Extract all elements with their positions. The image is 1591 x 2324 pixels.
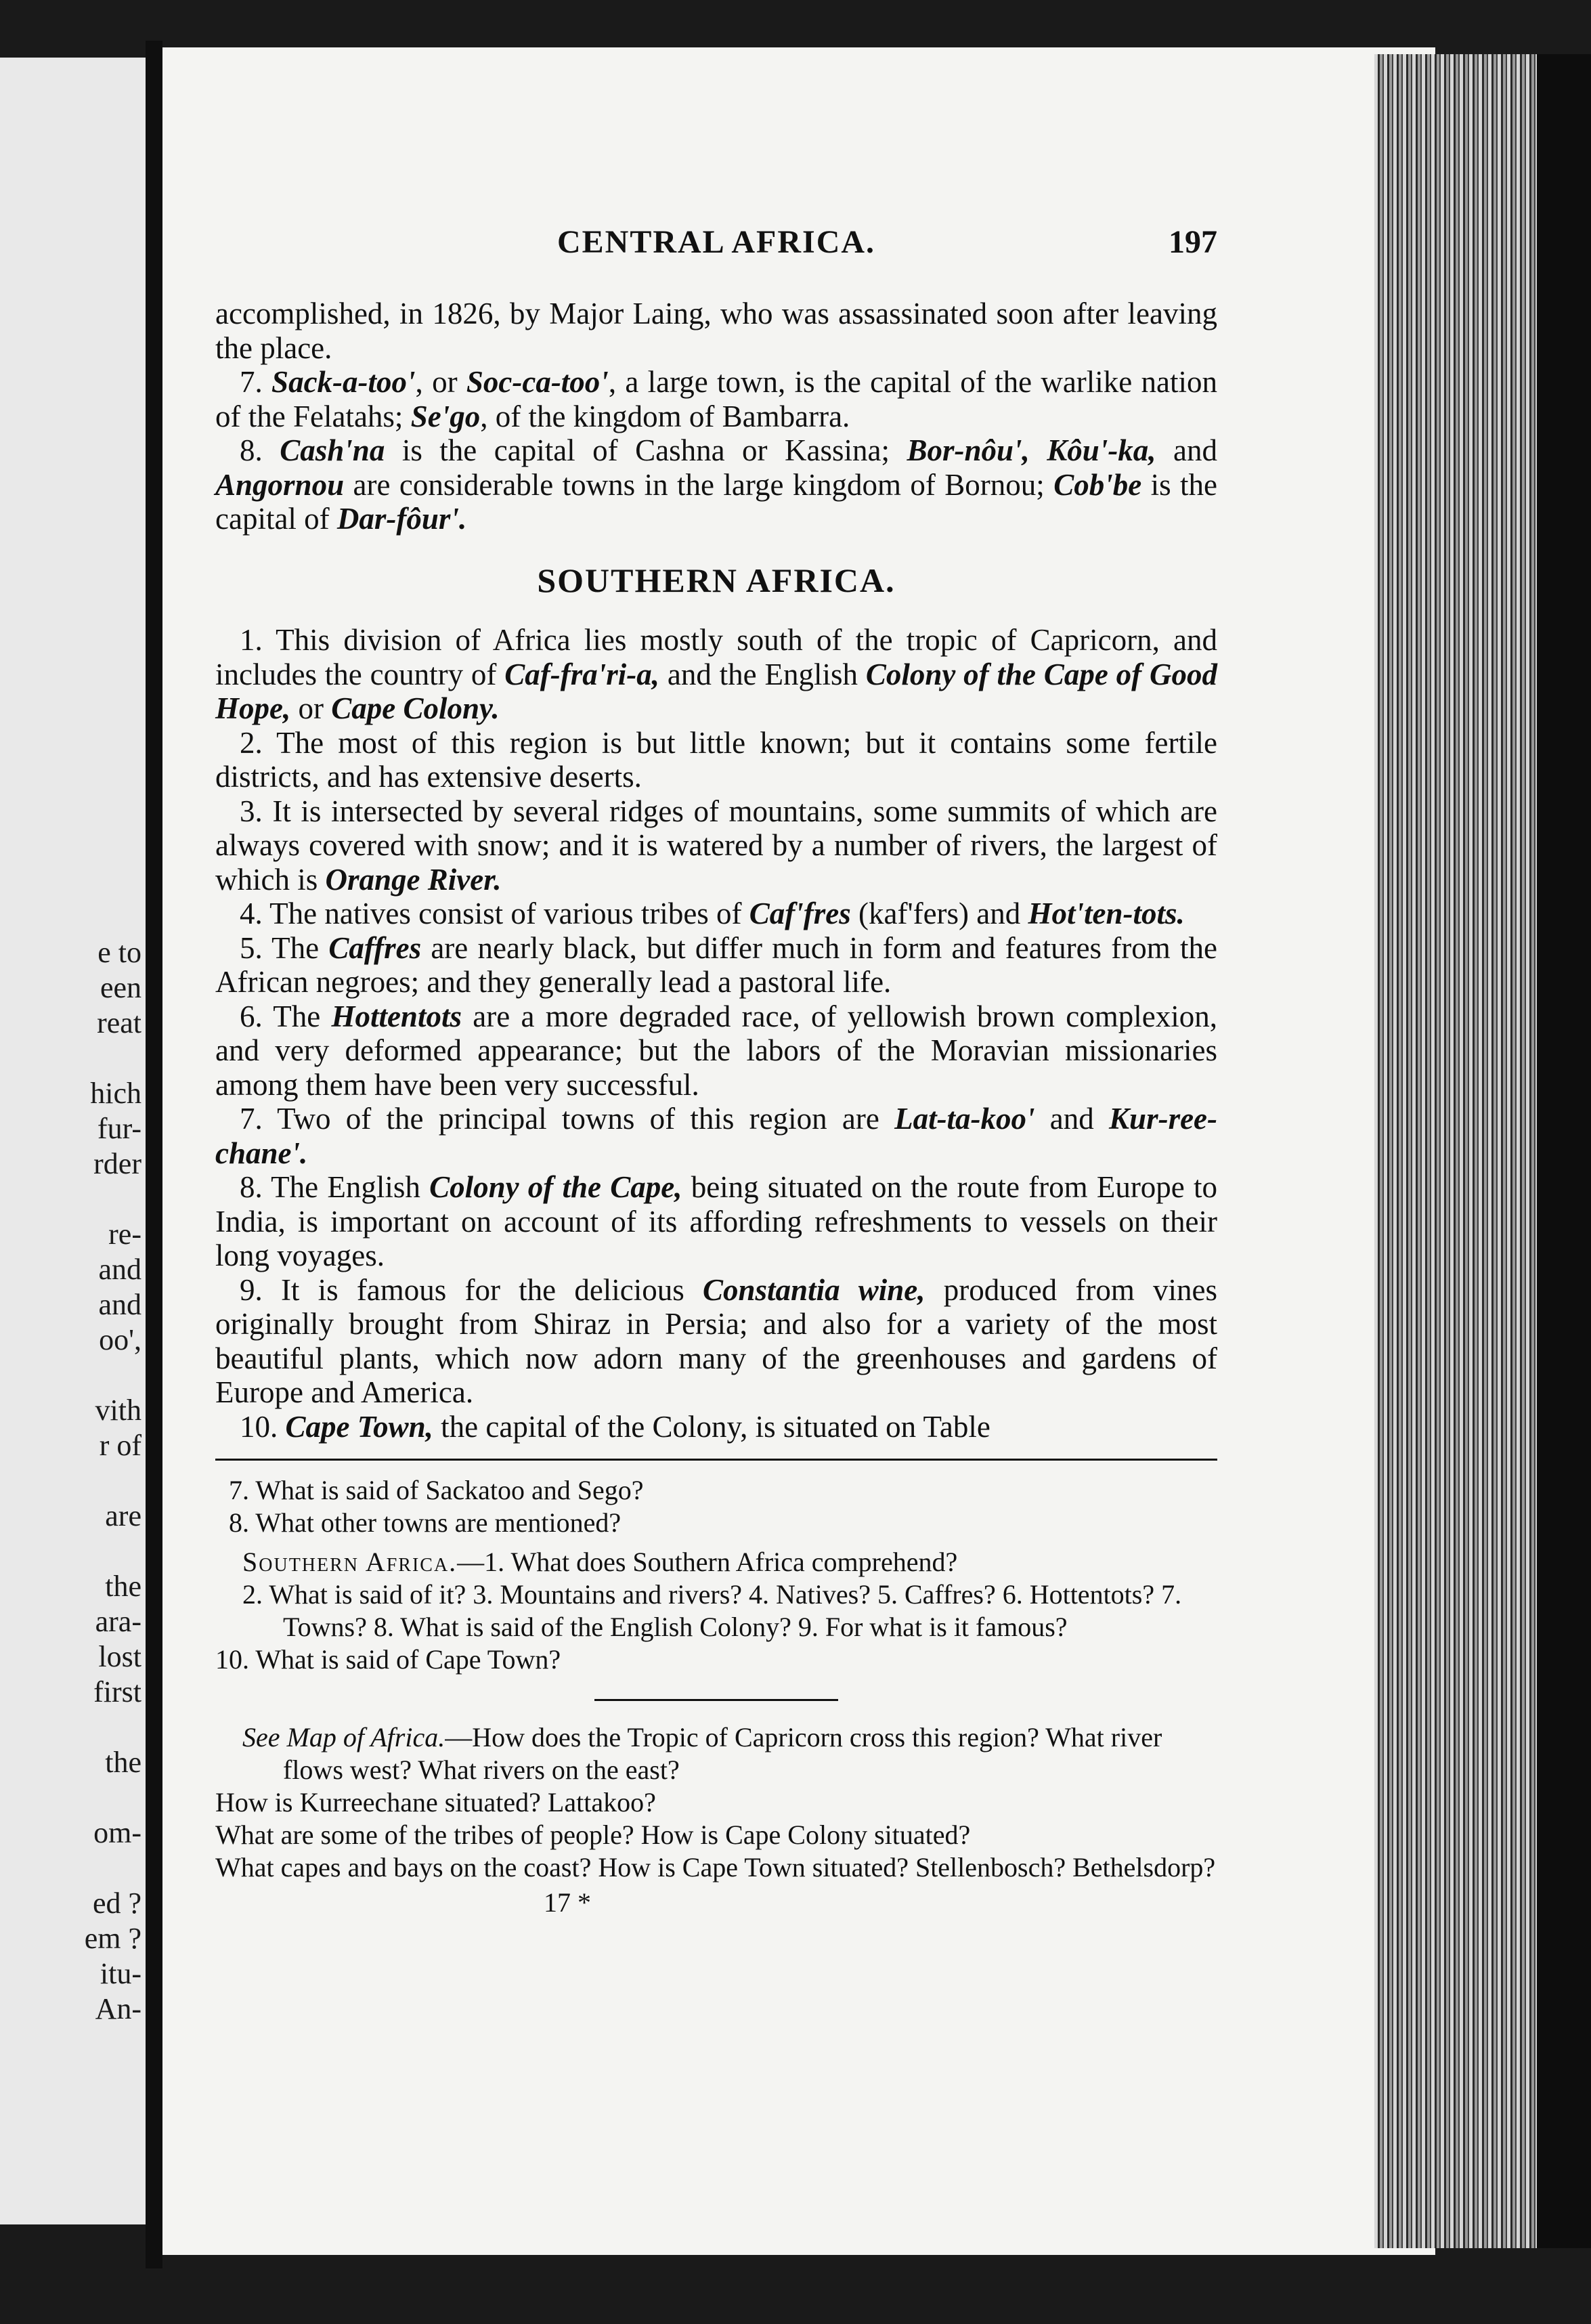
southern-paragraph-5: 5. The Caffres are nearly black, but differ much in form and features from the African negroes; and they generally lead a pastoral life. xyxy=(215,930,1218,999)
running-header xyxy=(215,223,1217,264)
map-question-2: How is Kurreechane situated? Lattakoo? xyxy=(215,1787,656,1817)
map-question-3: What are some of the tribes of people? How is Cape Colony situated? xyxy=(215,1820,971,1850)
page-number: 197 xyxy=(1169,224,1217,260)
question-10: 10. What is said of Cape Town? xyxy=(215,1644,561,1675)
southern-paragraph-10: 10. Cape Town, the capital of the Colony, is situated on Table xyxy=(240,1409,990,1444)
southern-paragraph-4: 4. The natives consist of various tribes of Caf'fres (kaf'fers) and Hot'ten-tots. xyxy=(240,897,1185,930)
section-title: SOUTHERN AFRICA. xyxy=(537,561,896,599)
left-page-fragment: first xyxy=(93,1675,141,1708)
left-page-fragment: oo', xyxy=(99,1323,141,1356)
left-page-fragment: reat xyxy=(97,1006,141,1039)
question-southern-africa-list: 2. What is said of it? 3. Mountains and rivers? 4. Natives? 5. Caffres? 6. Hottentots? 7. Towns? 8. What is said of the English Colony? 9. For what is it famous? xyxy=(242,1579,1182,1642)
left-page-fragment: are xyxy=(105,1499,141,1532)
left-page-fragment: hich xyxy=(90,1077,141,1110)
left-page-fragment: and xyxy=(98,1288,141,1321)
left-page-fragment: vith xyxy=(95,1394,141,1427)
map-question-1: See Map of Africa.—How does the Tropic of Capricorn cross this region? What river flows west? What rivers on the east? xyxy=(242,1722,1162,1785)
question-8: 8. What other towns are mentioned? xyxy=(229,1507,622,1538)
left-page-fragment: om- xyxy=(93,1816,141,1849)
question-southern-africa: Southern Africa.—1. What does Southern Africa comprehend? xyxy=(242,1547,958,1577)
southern-paragraph-1: 1. This division of Africa lies mostly south of the tropic of Capricorn, and includes the country of Caf-fra'ri-a, and the English Colony of the Cape of Good Hope, or Cape Colony. xyxy=(215,623,1217,725)
left-page-fragment: fur- xyxy=(97,1112,141,1145)
map-question-4: What capes and bays on the coast? How is Cape Town situated? Stellenbosch? Bethelsdorp? xyxy=(215,1852,1216,1882)
left-page-fragment: An- xyxy=(95,1992,141,2025)
left-page-fragment: rder xyxy=(93,1147,141,1180)
left-page-fragment: re- xyxy=(108,1218,141,1251)
southern-paragraph-9: 9. It is famous for the delicious Constantia wine, produced from vines originally brought from Shiraz in Persia; and also for a variety of the most beautiful plants, which now adorn many of the greenhouses and gardens of Europe and America. xyxy=(215,1272,1218,1409)
southern-paragraph-3: 3. It is intersected by several ridges of mountains, some summits of which are always covered with snow; and it is watered by a number of rivers, the largest of which is Orange River. xyxy=(215,794,1217,897)
left-page-fragment: and xyxy=(98,1253,141,1286)
left-page-fragment: een xyxy=(100,971,141,1004)
southern-paragraph-2: 2. The most of this region is but little known; but it contains some fertile districts, and has extensive deserts. xyxy=(215,725,1217,794)
southern-paragraph-7: 7. Two of the principal towns of this region are Lat-ta-koo' and Kur-ree-chane'. xyxy=(215,1102,1218,1170)
left-page-fragment: the xyxy=(105,1570,141,1603)
footnote-divider xyxy=(215,1459,1217,1461)
left-page-fragment: e to xyxy=(97,936,141,969)
question-7: 7. What is said of Sackatoo and Sego? xyxy=(229,1475,644,1505)
central-paragraph-continued: accomplished, in 1826, by Major Laing, who was assassinated soon after leaving the place. xyxy=(215,297,1217,365)
left-page-fragment: ara- xyxy=(95,1605,141,1638)
running-title: CENTRAL AFRICA. xyxy=(557,224,876,260)
signature-mark: 17 * xyxy=(544,1887,591,1918)
central-paragraph-8: 8. Cash'na is the capital of Cashna or Kassina; Bor-nôu', Kôu'-ka, and Angornou are considerable towns in the large kingdom of Bornou; Cob'be is the capital of Dar-fôur'. xyxy=(215,433,1218,536)
page-body xyxy=(215,297,1217,1919)
left-page-fragment: the xyxy=(105,1746,141,1779)
book-gutter xyxy=(146,41,162,2268)
southern-paragraph-8: 8. The English Colony of the Cape, being situated on the route from Europe to India, is important on account of its affording refreshments to vessels on their long voyages. xyxy=(215,1170,1218,1272)
left-page-fragment: em ? xyxy=(84,1922,141,1955)
left-page-fragment: lost xyxy=(98,1640,141,1673)
left-page-fragment: ed ? xyxy=(92,1887,141,1920)
central-paragraph-7: 7. Sack-a-too', or Soc-ca-too', a large town, is the capital of the warlike nation of the Felatahs; Se'go, of the kingdom of Bambarra. xyxy=(215,365,1218,433)
map-questions-divider xyxy=(594,1699,838,1701)
left-page-fragment: itu- xyxy=(100,1957,141,1990)
page-edge-shadow xyxy=(1537,54,1591,2248)
review-questions xyxy=(215,1474,1217,1919)
southern-paragraph-6: 6. The Hottentots are a more degraded race, of yellowish brown complexion, and very deformed appearance; but the labors of the Moravian missionaries among them have been very successful. xyxy=(215,999,1218,1102)
left-page-fragment: r of xyxy=(99,1429,141,1462)
left-facing-page xyxy=(0,58,146,2224)
